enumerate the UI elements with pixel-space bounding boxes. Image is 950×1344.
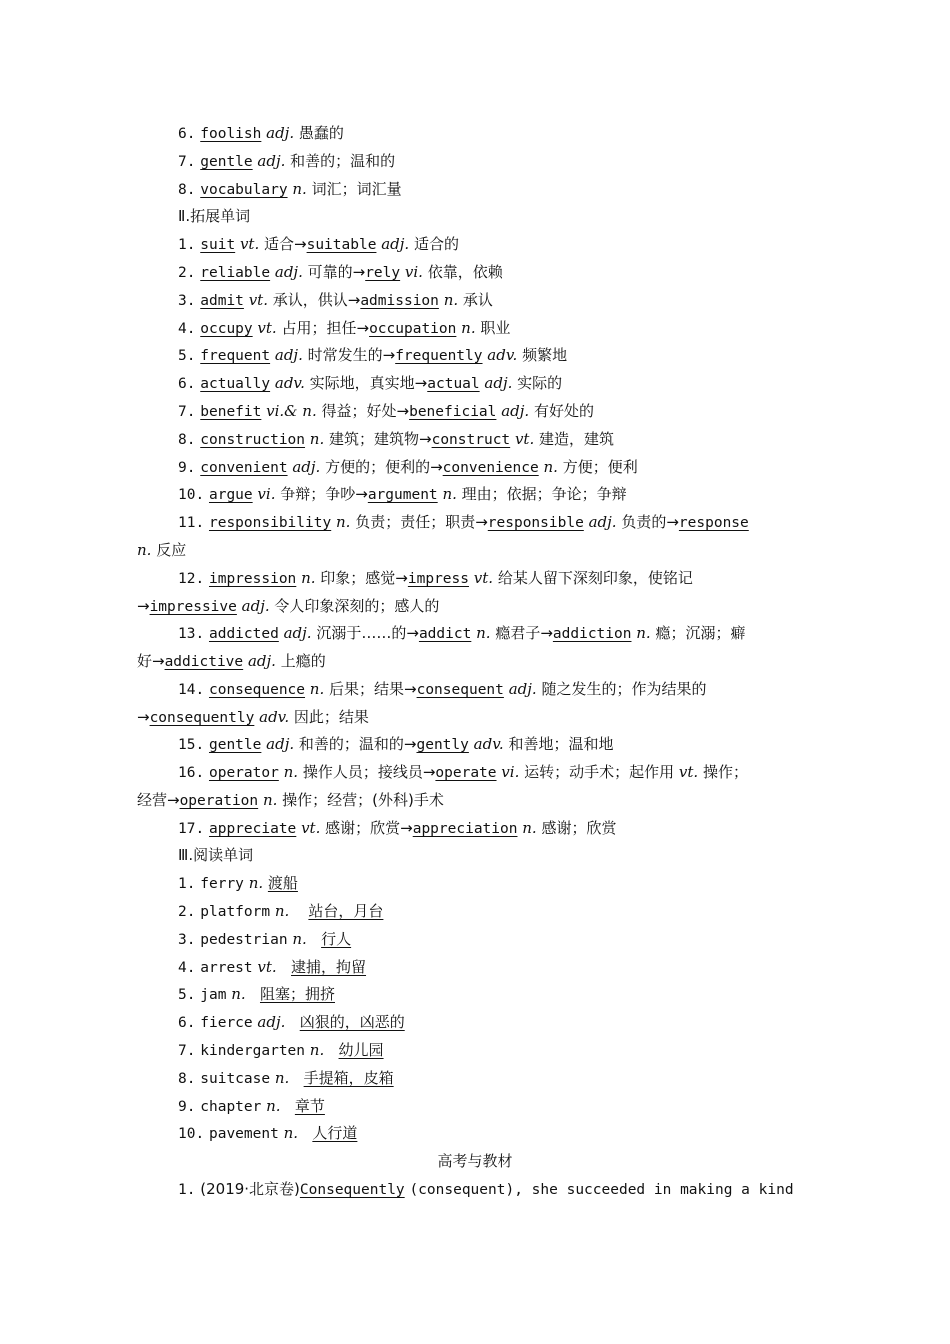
vocab-line: 13. addicted adj. 沉溺于……的→addict n. 瘾君子→addiction n. 瘾；沉溺；癖 [178,624,746,642]
answer: 凶狠的，凶恶的 [299,1013,405,1031]
answer: 手提箱，皮箱 [303,1069,394,1087]
vocab-line: 2. reliable adj. 可靠的→rely vi. 依靠，依赖 [178,263,503,281]
vocab-line: 6. foolish adj. 愚蠢的 [178,124,344,142]
vocab-line-continuation: 好→addictive adj. 上瘾的 [137,652,326,670]
reading-word-line: 4. arrest vt. 逮捕，拘留 [178,958,367,976]
reading-word-line: 5. jam n. 阻塞；拥挤 [178,985,335,1003]
vocab-line: 7. gentle adj. 和善的；温和的 [178,152,396,170]
vocab-line-continuation: n. 反应 [137,541,187,559]
answer: 幼儿园 [338,1041,384,1059]
vocab-line-continuation: →impressive adj. 令人印象深刻的；感人的 [137,597,440,615]
answer: 逮捕，拘留 [291,958,367,976]
reading-word-line: 3. pedestrian n. 行人 [178,930,352,948]
exam-question: 1. (2019·北京卷)Consequently (consequent), she succeeded in making a kind [178,1180,794,1198]
section-heading: Ⅱ.拓展单词 [178,207,251,225]
vocab-line: 3. admit vt. 承认，供认→admission n. 承认 [178,291,493,309]
reading-word-line: 1. ferry n. 渡船 [178,874,298,892]
vocab-line: 4. occupy vt. 占用；担任→occupation n. 职业 [178,319,511,337]
section-heading: Ⅲ.阅读单词 [178,846,254,864]
vocab-line: 5. frequent adj. 时常发生的→frequently adv. 频繁地 [178,346,568,364]
answer: 阻塞；拥挤 [259,985,335,1003]
section-title: 高考与教材 [437,1152,513,1170]
vocab-word: foolish [200,126,262,142]
vocab-line: 8. construction n. 建筑；建筑物→construct vt. 建造，建筑 [178,430,615,448]
vocab-line: 16. operator n. 操作人员；接线员→operate vi. 运转；动手术；起作用 vt. 操作； [178,763,748,781]
vocab-word: vocabulary [200,182,288,198]
answer: 行人 [321,930,352,948]
vocab-line: 6. actually adv. 实际地，真实地→actual adj. 实际的 [178,374,563,392]
vocab-line: 11. responsibility n. 负责；责任；职责→responsible adj. 负责的→response [178,513,749,531]
vocab-line: 17. appreciate vt. 感谢；欣赏→appreciation n. 感谢；欣赏 [178,819,617,837]
vocab-line: 1. suit vt. 适合→suitable adj. 适合的 [178,235,459,253]
answer: Consequently [299,1182,405,1198]
vocab-line: 7. benefit vi.& n. 得益；好处→beneficial adj. 有好处的 [178,402,594,420]
reading-word-line: 10. pavement n. 人行道 [178,1124,358,1142]
reading-word-line: 8. suitcase n. 手提箱，皮箱 [178,1069,394,1087]
answer: 站台，月台 [308,902,384,920]
reading-word-line: 2. platform n. 站台，月台 [178,902,384,920]
vocab-line: 14. consequence n. 后果；结果→consequent adj. 随之发生的；作为结果的 [178,680,707,698]
vocab-line: 10. argue vi. 争辩；争吵→argument n. 理由；依据；争论；争辩 [178,485,627,503]
answer: 人行道 [312,1124,358,1142]
vocab-line: 12. impression n. 印象；感觉→impress vt. 给某人留下深刻印象，使铭记 [178,569,693,587]
vocab-line-continuation: 经营→operation n. 操作；经营；(外科)手术 [137,791,444,809]
reading-word-line: 6. fierce adj. 凶狠的，凶恶的 [178,1013,405,1031]
vocab-line: 8. vocabulary n. 词汇；词汇量 [178,180,402,198]
vocab-line-continuation: →consequently adv. 因此；结果 [137,708,369,726]
vocab-word: gentle [200,154,253,170]
reading-word-line: 9. chapter n. 章节 [178,1097,325,1115]
reading-word-line: 7. kindergarten n. 幼儿园 [178,1041,384,1059]
vocab-line: 15. gentle adj. 和善的；温和的→gently adv. 和善地；温和地 [178,735,614,753]
vocab-line: 9. convenient adj. 方便的；便利的→convenience n. 方便；便利 [178,458,638,476]
answer: 渡船 [267,874,298,892]
answer: 章节 [294,1097,325,1115]
